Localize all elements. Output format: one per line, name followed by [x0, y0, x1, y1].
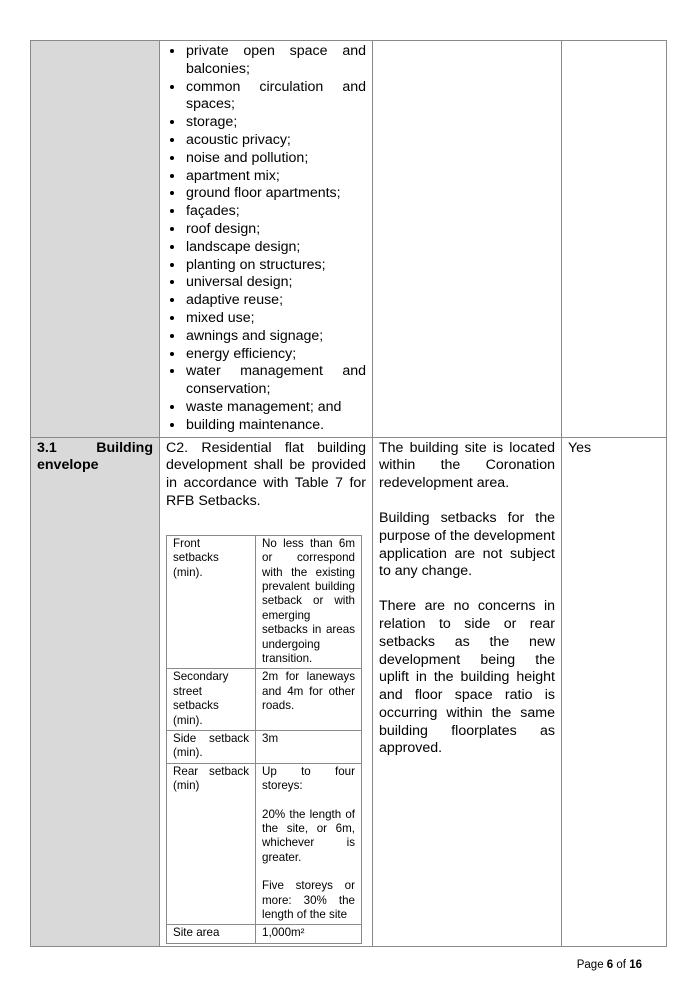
page-number-footer [577, 959, 642, 971]
list-item: • energy efficiency; [185, 346, 366, 364]
list-item: • awnings and signage; [185, 328, 366, 346]
list-item: • noise and pollution; [185, 150, 366, 168]
list-item: • mixed use; [185, 310, 366, 328]
table-row-building-envelope [31, 437, 667, 946]
setback-key: Rear setback (min) [167, 763, 256, 925]
list-item: • planting on structures; [185, 257, 366, 275]
list-item: • storage; [185, 114, 366, 132]
current-page: 6 [606, 959, 614, 971]
section-title [37, 440, 153, 458]
total-pages: 16 [629, 959, 642, 971]
setback-row-rear [167, 763, 362, 925]
setback-key: Site area [167, 925, 256, 943]
rear-setback-part: Up to four storeys: [262, 764, 355, 793]
list-item: • common circulation and spaces; [185, 79, 366, 115]
setback-value: 3m [256, 731, 362, 764]
setback-row-site-area [167, 925, 362, 943]
section-cell [31, 437, 160, 946]
list-item: • universal design; [185, 274, 366, 292]
list-item: • acoustic privacy; [185, 132, 366, 150]
setback-row-side [167, 731, 362, 764]
comment-paragraph: The building site is located within the Coronation redevelopment area. [379, 439, 555, 492]
list-item: • private open space and balconies; [185, 43, 366, 79]
setback-value: No less than 6m or correspond with the existing prevalent building setback or with emerging setbacks in areas undergoing transition. [256, 535, 362, 669]
list-item: • ground floor apartments; [185, 185, 366, 203]
compliance-cell-empty [562, 41, 667, 438]
setback-row-secondary [167, 669, 362, 731]
list-item: • adaptive reuse; [185, 292, 366, 310]
list-item: • façades; [185, 203, 366, 221]
list-item: • apartment mix; [185, 168, 366, 186]
compliance-cell [562, 437, 667, 946]
compliance-table [30, 40, 667, 947]
rear-setback-part: 20% the length of the site, or 6m, whichever is greater. [262, 807, 355, 864]
setback-value: 2m for laneways and 4m for other roads. [256, 669, 362, 731]
design-criteria-list [166, 43, 366, 435]
setback-key: Side setback (min). [167, 731, 256, 764]
control-cell [160, 41, 373, 438]
setback-key: Front setbacks (min). [167, 535, 256, 669]
comment-cell [373, 437, 562, 946]
setback-row-front [167, 535, 362, 669]
list-item: • roof design; [185, 221, 366, 239]
comment-paragraph: There are no concerns in relation to side or rear setbacks as the new development being the uplift in the building height and floor space ratio is occurring within the same building floorplates as approved. [379, 598, 555, 757]
section-title-word1: Building [96, 439, 153, 456]
list-item: • building maintenance. [185, 417, 366, 435]
list-item: • water management and conservation; [185, 363, 366, 399]
compliance-value: Yes [568, 439, 592, 456]
control-text: C2. Residential flat building development shall be provided in accordance with Table 7 for RFB Setbacks. [166, 439, 366, 509]
setback-table [166, 535, 362, 944]
section-number: 3.1 [37, 439, 57, 456]
setback-value [256, 763, 362, 925]
section-title-line2: envelope [37, 457, 99, 474]
control-cell [160, 437, 373, 946]
rear-setback-part: Five storeys or more: 30% the length of the site [262, 879, 355, 922]
comment-cell-empty [373, 41, 562, 438]
page-label: Page [576, 959, 604, 971]
page-of-label: of [616, 959, 626, 971]
list-item: • waste management; and [185, 399, 366, 417]
setback-key: Secondary street setbacks (min). [167, 669, 256, 731]
list-item: • landscape design; [185, 239, 366, 257]
setback-value: 1,000m² [256, 925, 362, 943]
section-cell-empty [31, 41, 160, 438]
comment-paragraph: Building setbacks for the purpose of the development application are not subject to any change. [379, 509, 555, 580]
table-row-continuation [31, 41, 667, 438]
